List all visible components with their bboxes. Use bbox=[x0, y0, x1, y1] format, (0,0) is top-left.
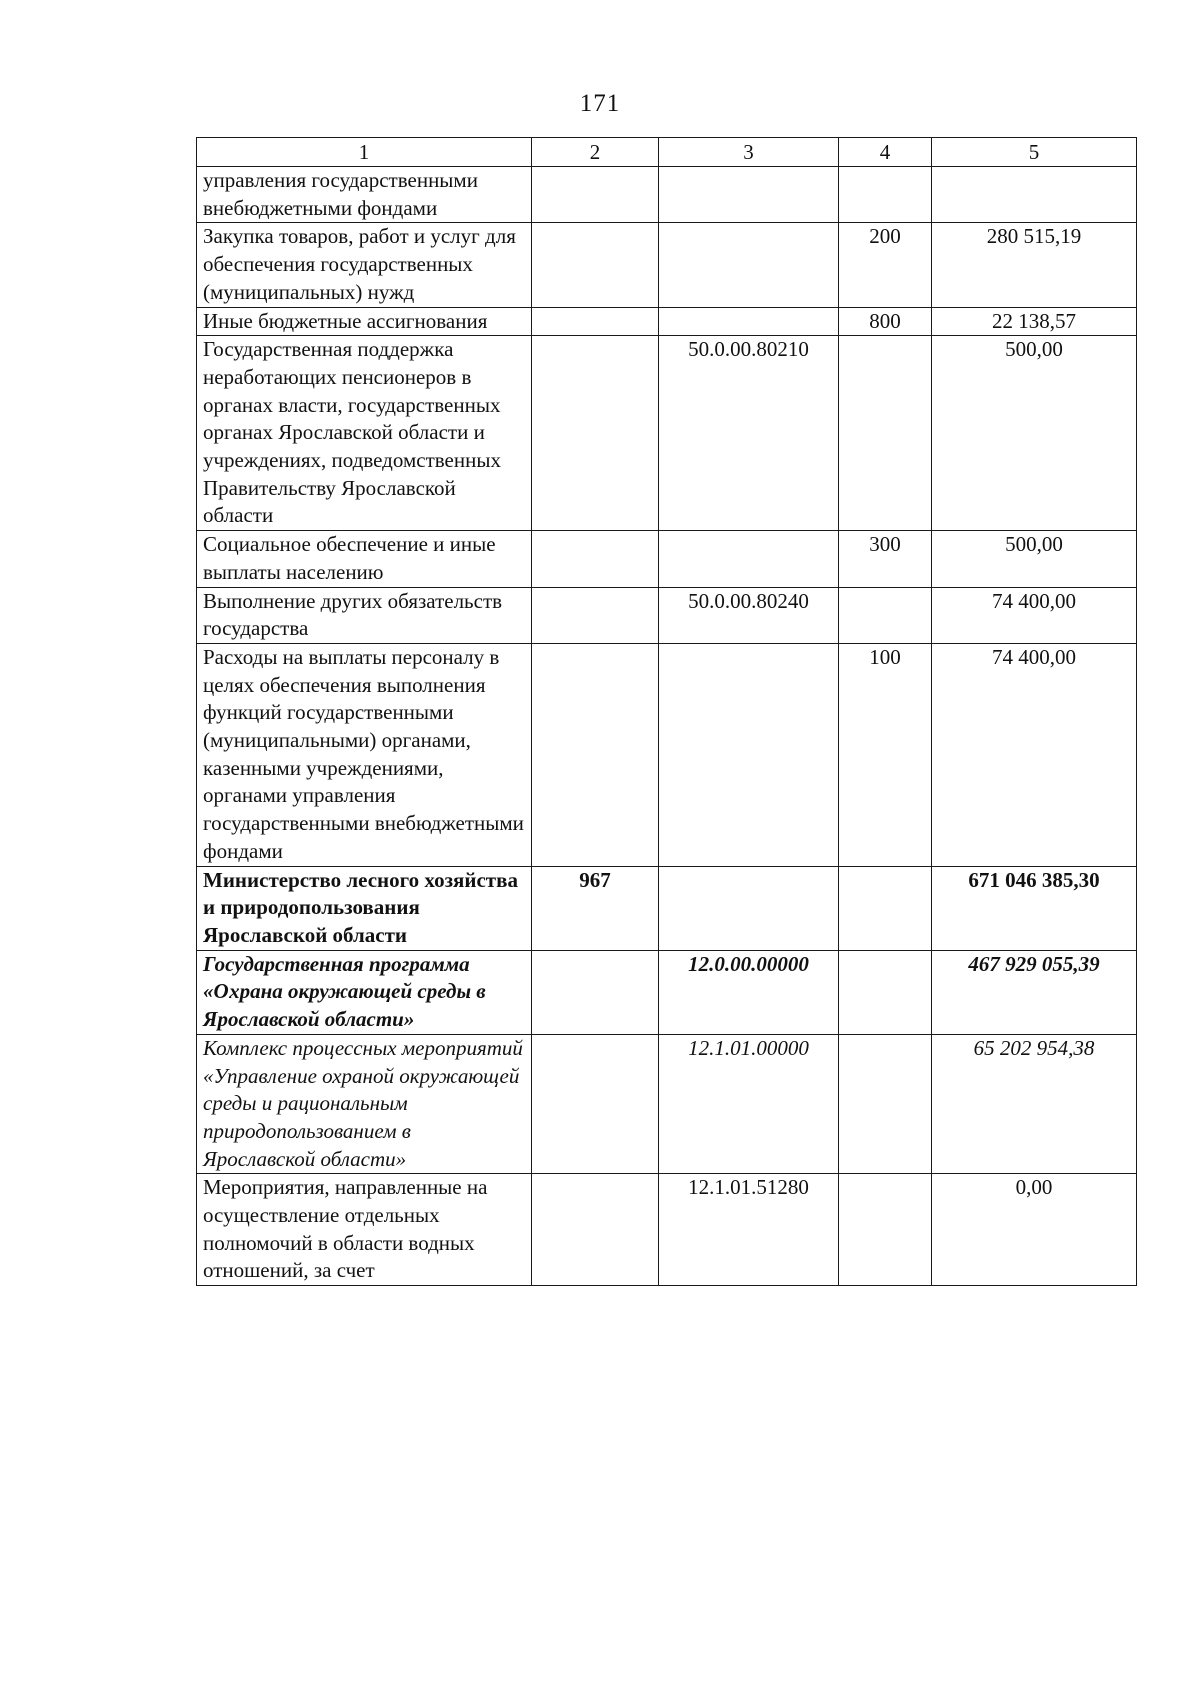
table-row bbox=[197, 336, 1137, 531]
row-code-cell bbox=[659, 223, 839, 307]
row-code-cell: 50.0.00.80240 bbox=[659, 587, 839, 643]
table-row bbox=[197, 1034, 1137, 1174]
row-amount-cell: 22 138,57 bbox=[932, 307, 1137, 336]
row-col2-cell bbox=[532, 587, 659, 643]
row-name-cell: управления государственными внебюджетными фондами bbox=[197, 167, 532, 223]
row-amount-cell: 500,00 bbox=[932, 531, 1137, 587]
row-col2-cell: 967 bbox=[532, 866, 659, 950]
row-name-cell: Выполнение других обязательств государства bbox=[197, 587, 532, 643]
table-row bbox=[197, 167, 1137, 223]
column-header-3: 3 bbox=[659, 138, 839, 167]
row-col2-cell bbox=[532, 1034, 659, 1174]
page-number: 171 bbox=[579, 90, 621, 117]
row-type-cell bbox=[839, 167, 932, 223]
row-name-cell: Министерство лесного хозяйства и природопользования Ярославской области bbox=[197, 866, 532, 950]
row-name-cell: Государственная поддержка неработающих пенсионеров в органах власти, государственных органах Ярославской области и учреждениях, подведомственных Правительству Ярославской области bbox=[197, 336, 532, 531]
column-header-1: 1 bbox=[197, 138, 532, 167]
row-col2-cell bbox=[532, 167, 659, 223]
row-type-cell bbox=[839, 1174, 932, 1286]
row-col2-cell bbox=[532, 950, 659, 1034]
table-row bbox=[197, 950, 1137, 1034]
row-name-cell: Закупка товаров, работ и услуг для обеспечения государственных (муниципальных) нужд bbox=[197, 223, 532, 307]
table-row bbox=[197, 643, 1137, 866]
row-name-cell: Расходы на выплаты персоналу в целях обеспечения выполнения функций государственными (муниципальными) органами, казенными учреждениями, органами управления государственными внебюджетными фондами bbox=[197, 643, 532, 866]
row-name-cell: Социальное обеспечение и иные выплаты населению bbox=[197, 531, 532, 587]
row-amount-cell: 0,00 bbox=[932, 1174, 1137, 1286]
column-header-4: 4 bbox=[839, 138, 932, 167]
table-row bbox=[197, 1174, 1137, 1286]
row-col2-cell bbox=[532, 643, 659, 866]
row-code-cell bbox=[659, 307, 839, 336]
row-col2-cell bbox=[532, 1174, 659, 1286]
row-code-cell: 12.0.00.00000 bbox=[659, 950, 839, 1034]
budget-table bbox=[196, 137, 1137, 1286]
table-row bbox=[197, 223, 1137, 307]
table-header-row bbox=[197, 138, 1137, 167]
row-code-cell bbox=[659, 643, 839, 866]
column-header-5: 5 bbox=[932, 138, 1137, 167]
row-type-cell: 800 bbox=[839, 307, 932, 336]
row-type-cell bbox=[839, 336, 932, 531]
row-col2-cell bbox=[532, 531, 659, 587]
row-name-cell: Комплекс процессных мероприятий «Управление охраной окружающей среды и рациональным природопользованием в Ярославской области» bbox=[197, 1034, 532, 1174]
table-row bbox=[197, 587, 1137, 643]
row-code-cell: 12.1.01.51280 bbox=[659, 1174, 839, 1286]
row-type-cell bbox=[839, 866, 932, 950]
table-row bbox=[197, 866, 1137, 950]
table-row bbox=[197, 307, 1137, 336]
row-amount-cell: 280 515,19 bbox=[932, 223, 1137, 307]
row-col2-cell bbox=[532, 223, 659, 307]
row-type-cell bbox=[839, 1034, 932, 1174]
row-type-cell: 300 bbox=[839, 531, 932, 587]
row-code-cell: 12.1.01.00000 bbox=[659, 1034, 839, 1174]
row-amount-cell: 500,00 bbox=[932, 336, 1137, 531]
row-name-cell: Государственная программа «Охрана окружающей среды в Ярославской области» bbox=[197, 950, 532, 1034]
row-amount-cell: 74 400,00 bbox=[932, 643, 1137, 866]
row-amount-cell: 74 400,00 bbox=[932, 587, 1137, 643]
row-amount-cell bbox=[932, 167, 1137, 223]
row-code-cell bbox=[659, 866, 839, 950]
row-type-cell bbox=[839, 587, 932, 643]
row-amount-cell: 671 046 385,30 bbox=[932, 866, 1137, 950]
row-type-cell bbox=[839, 950, 932, 1034]
row-code-cell: 50.0.00.80210 bbox=[659, 336, 839, 531]
row-code-cell bbox=[659, 167, 839, 223]
table-row bbox=[197, 531, 1137, 587]
row-col2-cell bbox=[532, 307, 659, 336]
row-col2-cell bbox=[532, 336, 659, 531]
row-amount-cell: 65 202 954,38 bbox=[932, 1034, 1137, 1174]
row-type-cell: 200 bbox=[839, 223, 932, 307]
row-name-cell: Мероприятия, направленные на осуществление отдельных полномочий в области водных отношений, за счет bbox=[197, 1174, 532, 1286]
row-type-cell: 100 bbox=[839, 643, 932, 866]
row-amount-cell: 467 929 055,39 bbox=[932, 950, 1137, 1034]
row-name-cell: Иные бюджетные ассигнования bbox=[197, 307, 532, 336]
row-code-cell bbox=[659, 531, 839, 587]
column-header-2: 2 bbox=[532, 138, 659, 167]
